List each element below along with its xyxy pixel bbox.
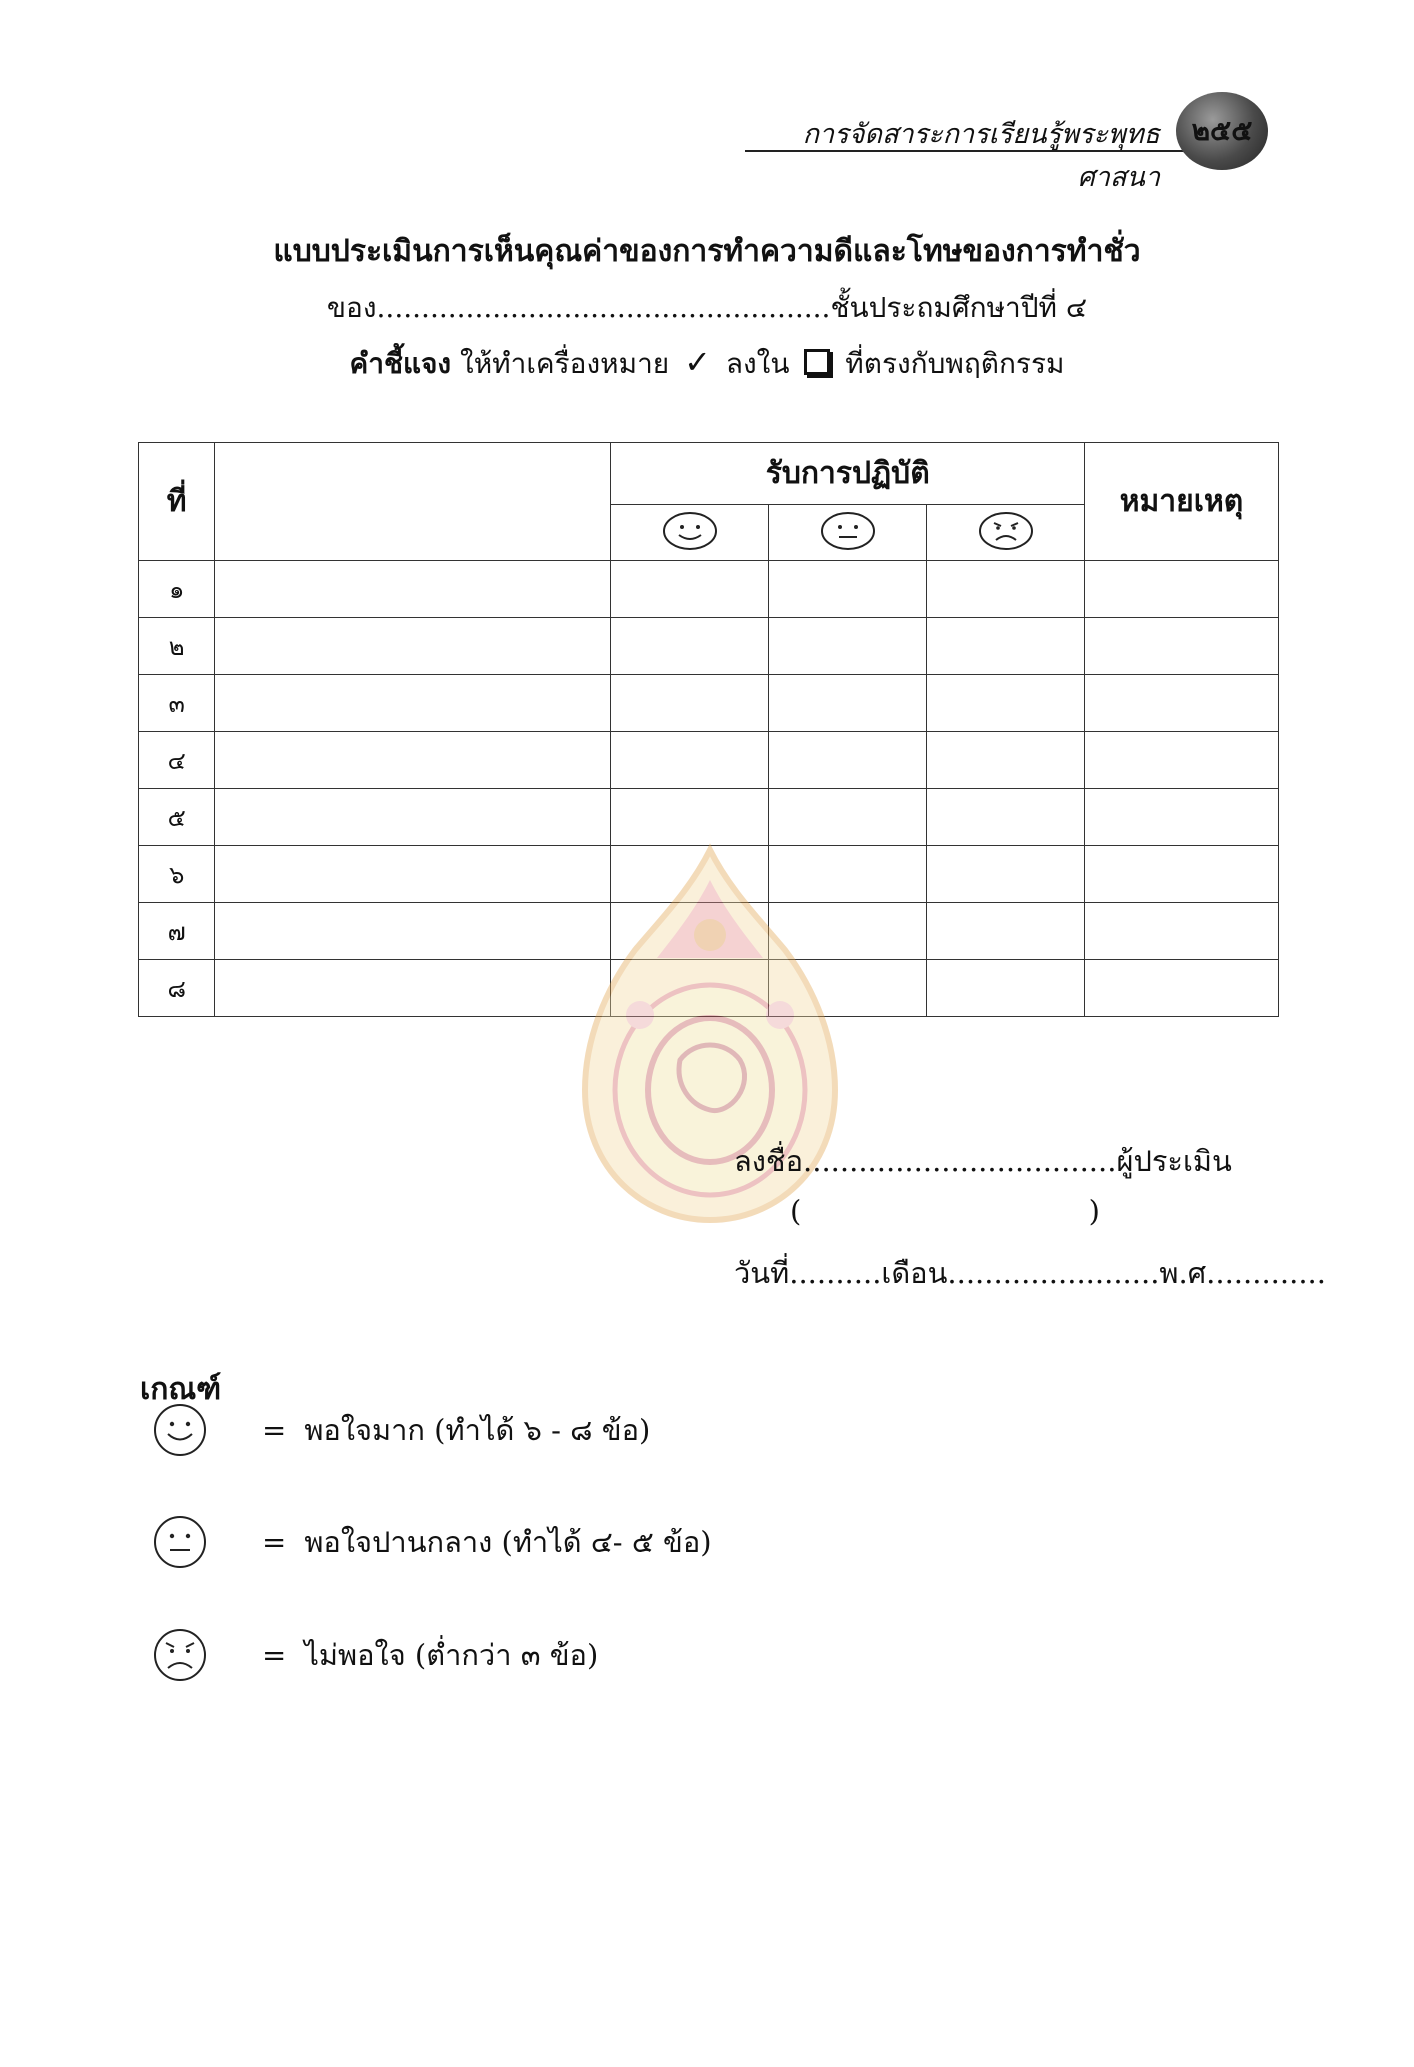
header-face-happy xyxy=(611,505,769,561)
running-header-title: การจัดสาระการเรียนรู้พระพุทธศาสนา xyxy=(802,119,1160,193)
item-cell xyxy=(215,561,611,618)
check-cell xyxy=(611,846,769,903)
instruction-label: คำชี้แจง xyxy=(349,347,452,380)
sad-face-icon xyxy=(977,510,1035,552)
criteria-equals: = xyxy=(262,1638,287,1672)
instruction-text-1: ให้ทำเครื่องหมาย xyxy=(460,347,670,380)
item-cell xyxy=(215,960,611,1017)
criteria-text: พอใจปานกลาง (ทำได้ ๔- ๕ ข้อ) xyxy=(304,1525,712,1559)
check-cell xyxy=(611,903,769,960)
check-cell xyxy=(611,960,769,1017)
column-header-practice: รับการปฏิบัติ xyxy=(611,443,1084,505)
page-number-badge xyxy=(1176,92,1268,170)
row-number: ๒ xyxy=(139,618,215,675)
criteria-equals: = xyxy=(262,1525,287,1559)
check-cell xyxy=(769,903,927,960)
paren-open: ( xyxy=(790,1194,802,1228)
note-cell xyxy=(1084,903,1278,960)
check-cell xyxy=(769,618,927,675)
check-cell xyxy=(611,618,769,675)
criteria-title: เกณฑ์ xyxy=(140,1372,222,1407)
note-cell xyxy=(1084,561,1278,618)
checkmark-icon: ✓ xyxy=(684,343,711,381)
check-cell xyxy=(611,732,769,789)
check-cell xyxy=(927,960,1085,1017)
table-row xyxy=(139,732,1279,789)
table-row xyxy=(139,618,1279,675)
note-cell xyxy=(1084,732,1278,789)
neutral-face-icon xyxy=(150,1512,210,1572)
check-cell xyxy=(611,561,769,618)
header-face-neutral xyxy=(769,505,927,561)
criteria-text: พอใจมาก (ทำได้ ๖ - ๘ ข้อ) xyxy=(304,1413,651,1447)
row-number: ๗ xyxy=(139,903,215,960)
form-subtitle: ของ...................................................ชั้นประถมศึกษาปีที่ ๔ xyxy=(326,291,1088,324)
check-cell xyxy=(769,789,927,846)
item-cell xyxy=(215,846,611,903)
instruction-line xyxy=(0,342,1414,386)
column-header-item xyxy=(215,443,611,561)
check-cell xyxy=(927,732,1085,789)
happy-face-icon xyxy=(150,1400,210,1460)
row-number: ๘ xyxy=(139,960,215,1017)
check-cell xyxy=(927,903,1085,960)
item-cell xyxy=(215,903,611,960)
instruction-text-3: ที่ตรงกับพฤติกรรม xyxy=(845,347,1065,380)
table-row xyxy=(139,960,1279,1017)
table-row xyxy=(139,789,1279,846)
check-cell xyxy=(769,846,927,903)
date-line: วันที่..........เดือน.......................พ.ศ............. xyxy=(734,1256,1326,1290)
column-header-note: หมายเหตุ xyxy=(1084,443,1278,561)
criteria-item xyxy=(150,1400,650,1460)
page-number: ๒๕๕ xyxy=(1191,114,1253,147)
row-number: ๓ xyxy=(139,675,215,732)
note-cell xyxy=(1084,675,1278,732)
row-number: ๕ xyxy=(139,789,215,846)
item-cell xyxy=(215,789,611,846)
note-cell xyxy=(1084,846,1278,903)
neutral-face-icon xyxy=(819,510,877,552)
check-cell xyxy=(927,846,1085,903)
column-header-no: ที่ xyxy=(139,443,215,561)
header-face-sad xyxy=(927,505,1085,561)
signature-name-parentheses xyxy=(790,1194,1100,1228)
check-cell xyxy=(611,789,769,846)
row-number: ๖ xyxy=(139,846,215,903)
check-cell xyxy=(769,732,927,789)
row-number: ๔ xyxy=(139,732,215,789)
form-title: แบบประเมินการเห็นคุณค่าของการทำความดีและโทษของการทำชั่ว xyxy=(273,234,1141,269)
check-cell xyxy=(927,789,1085,846)
table-row xyxy=(139,846,1279,903)
note-cell xyxy=(1084,618,1278,675)
item-cell xyxy=(215,675,611,732)
evaluation-table xyxy=(138,442,1279,1017)
check-cell xyxy=(769,675,927,732)
criteria-item xyxy=(150,1512,712,1572)
check-cell xyxy=(769,960,927,1017)
signature-line: ลงชื่อ..................................ผู้ประเมิน xyxy=(734,1144,1232,1178)
paren-close: ) xyxy=(1088,1194,1100,1228)
criteria-equals: = xyxy=(262,1413,287,1447)
check-cell xyxy=(927,618,1085,675)
sad-face-icon xyxy=(150,1625,210,1685)
instruction-text-2: ลงใน xyxy=(725,347,790,380)
note-cell xyxy=(1084,960,1278,1017)
criteria-item xyxy=(150,1625,598,1685)
header-rule xyxy=(745,150,1205,152)
table-row xyxy=(139,675,1279,732)
checkbox-icon xyxy=(804,349,830,375)
check-cell xyxy=(927,561,1085,618)
item-cell xyxy=(215,618,611,675)
happy-face-icon xyxy=(661,510,719,552)
row-number: ๑ xyxy=(139,561,215,618)
item-cell xyxy=(215,732,611,789)
table-row xyxy=(139,561,1279,618)
check-cell xyxy=(769,561,927,618)
criteria-text: ไม่พอใจ (ต่ำกว่า ๓ ข้อ) xyxy=(304,1638,599,1672)
table-row xyxy=(139,903,1279,960)
check-cell xyxy=(927,675,1085,732)
check-cell xyxy=(611,675,769,732)
note-cell xyxy=(1084,789,1278,846)
